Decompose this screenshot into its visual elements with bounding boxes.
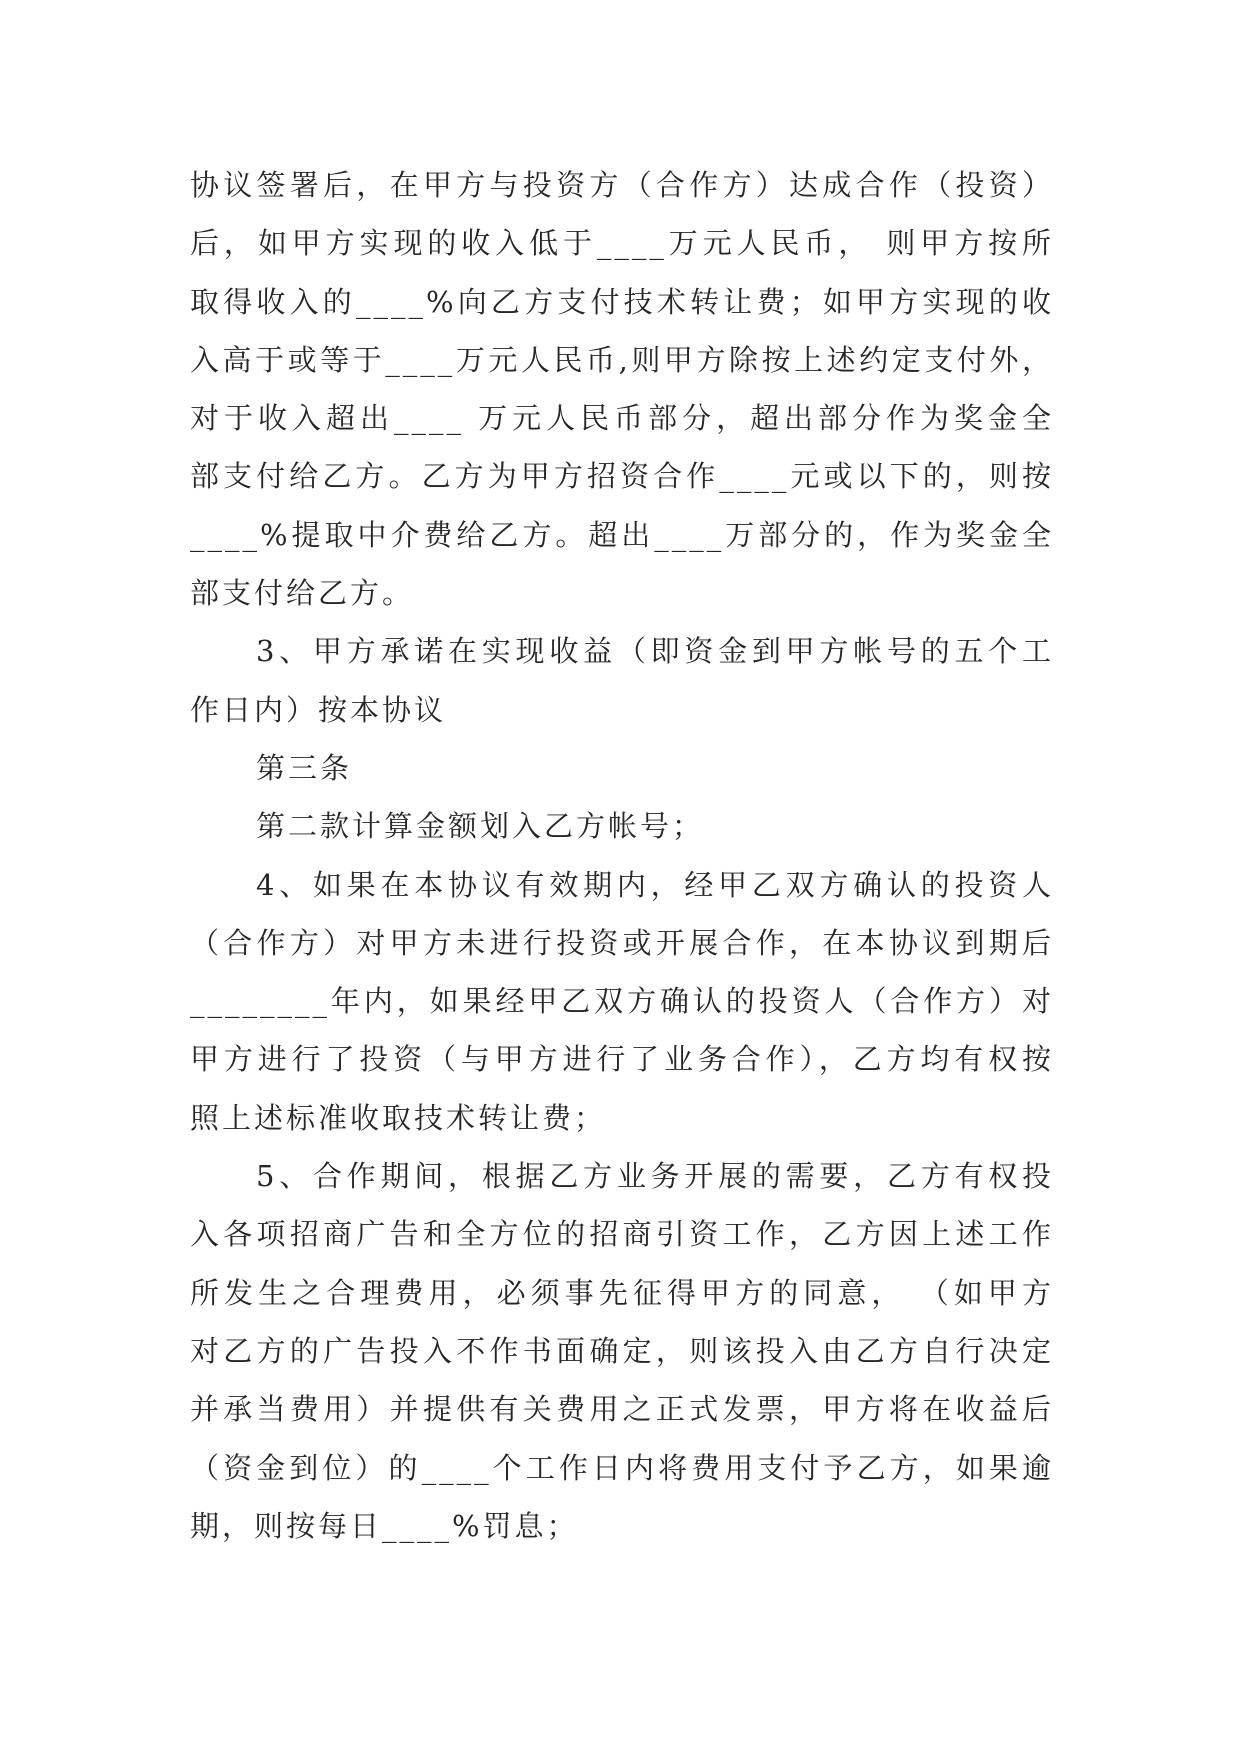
paragraph-item-5 xyxy=(190,1147,1054,1555)
text-line: ________年内，如果经甲乙双方确认的投资人（合作方）对 xyxy=(190,984,1054,1019)
paragraph-fee-terms xyxy=(190,156,1054,622)
text-line: 作日内）按本协议 xyxy=(190,692,447,727)
text-line: 第二款计算金额划入乙方帐号； xyxy=(256,809,705,844)
text-line: 5、合作期间，根据乙方业务开展的需要，乙方有权投 xyxy=(256,1159,1054,1194)
text-line: 对于收入超出____ 万元人民币部分，超出部分作为奖金全 xyxy=(190,401,1054,436)
text-line: 部支付给乙方。 xyxy=(190,576,415,611)
paragraph-article-3 xyxy=(190,739,1054,797)
text-line: （资金到位）的____个工作日内将费用支付予乙方，如果逾 xyxy=(190,1450,1054,1485)
text-line: 甲方进行了投资（与甲方进行了业务合作），乙方均有权按 xyxy=(190,1042,1054,1077)
text-line: 第三条 xyxy=(256,750,353,785)
text-line: 所发生之合理费用，必须事先征得甲方的同意， （如甲方 xyxy=(190,1275,1054,1310)
text-line: 对乙方的广告投入不作书面确定，则该投入由乙方自行决定 xyxy=(190,1333,1054,1368)
text-line: 入各项招商广告和全方位的招商引资工作，乙方因上述工作 xyxy=(190,1217,1054,1252)
text-line: 协议签署后，在甲方与投资方（合作方）达成合作（投资） xyxy=(190,168,1054,202)
document-body xyxy=(190,156,1054,1555)
text-line: ____%提取中介费给乙方。超出____万部分的，作为奖金全 xyxy=(190,517,1054,552)
text-line: （合作方）对甲方未进行投资或开展合作，在本协议到期后 xyxy=(190,925,1054,960)
text-line: 3、甲方承诺在实现收益（即资金到甲方帐号的五个工 xyxy=(256,634,1054,669)
text-line: 并承当费用）并提供有关费用之正式发票，甲方将在收益后 xyxy=(190,1392,1054,1427)
text-line: 照上述标准收取技术转让费； xyxy=(190,1100,607,1135)
text-line: 期，则按每日____%罚息； xyxy=(190,1508,579,1543)
text-line: 部支付给乙方。乙方为甲方招资合作____元或以下的，则按 xyxy=(190,459,1054,494)
text-line: 4、如果在本协议有效期内，经甲乙双方确认的投资人 xyxy=(256,867,1054,902)
paragraph-clause-2 xyxy=(190,797,1054,855)
text-line: 取得收入的____%向乙方支付技术转让费；如甲方实现的收 xyxy=(190,284,1054,319)
paragraph-item-3 xyxy=(190,622,1054,739)
text-line: 后，如甲方实现的收入低于____万元人民币， 则甲方按所 xyxy=(190,226,1054,261)
text-line: 入高于或等于____万元人民币,则甲方除按上述约定支付外， xyxy=(190,342,1054,377)
paragraph-item-4 xyxy=(190,856,1054,1147)
